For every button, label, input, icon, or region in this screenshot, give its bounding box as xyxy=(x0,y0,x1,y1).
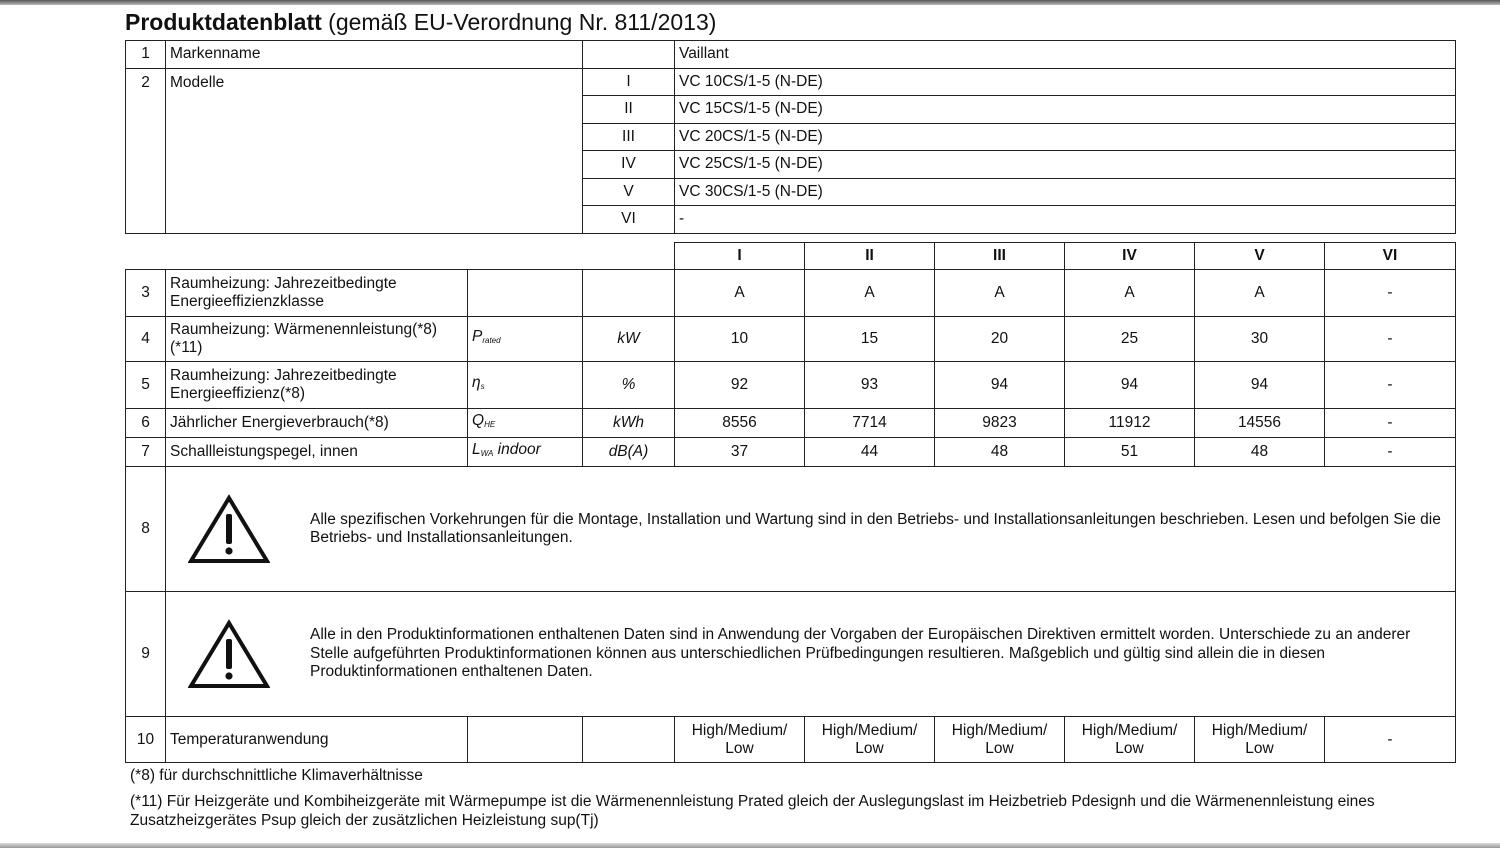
row-number: 2 xyxy=(126,68,166,233)
value-cell: A xyxy=(1065,270,1195,317)
value-line: High/Medium/ xyxy=(691,721,788,739)
value-cell: 93 xyxy=(805,362,935,409)
value-cell: 10 xyxy=(675,317,805,362)
value-cell: - xyxy=(1325,438,1456,467)
row-number: 4 xyxy=(126,317,166,362)
table-row xyxy=(126,362,1456,409)
footnote: (*11) Für Heizgeräte und Kombiheizgeräte mit Wärmepumpe ist die Wärmenennleistung Prated gleich der Auslegungslast im Heizbetrieb Pdesignh und die Wärmenennleistung eines Zusatzheizgerätes Psup gleich der zusätzlichen Heizleistung sup(Tj) xyxy=(130,793,1375,829)
value-cell: A xyxy=(805,270,935,317)
model-roman: I xyxy=(583,68,675,96)
unit-cell: kW xyxy=(583,317,675,362)
table-row xyxy=(126,41,1456,69)
column-header: IV xyxy=(1065,243,1195,270)
symbol-cell xyxy=(468,409,583,438)
unit-cell: % xyxy=(583,362,675,409)
symbol-cell xyxy=(468,438,583,467)
value-cell xyxy=(1325,717,1456,763)
unit-cell: kWh xyxy=(583,409,675,438)
warning-row xyxy=(126,592,1456,717)
value-line: - xyxy=(1387,730,1393,748)
value-cell xyxy=(675,717,805,763)
row-label: Raumheizung: Jahrezeitbedingte Energieeffizienzklasse xyxy=(166,270,468,317)
model-roman: VI xyxy=(583,206,675,234)
brand-models-table xyxy=(125,40,1456,234)
symbol-main: Q xyxy=(472,412,485,429)
row-number: 8 xyxy=(126,467,166,592)
warning-text: Alle in den Produktinformationen enthaltenen Daten sind in Anwendung der Vorgaben der Europäischen Direktiven ermittelt worden. Unterschiede zu an anderer Stelle aufgeführten Produktinformationen können aus unterschiedlichen Prüfbedingungen resultieren. Maßgeblich und gültig sind allein die in diesen Produktinformationen enthaltenen Daten. xyxy=(310,626,1411,681)
value-cell: 9823 xyxy=(935,409,1065,438)
value-line: Low xyxy=(855,739,884,757)
model-name: - xyxy=(675,206,1456,234)
model-roman: III xyxy=(583,123,675,151)
row-number: 3 xyxy=(126,270,166,317)
warning-triangle-icon xyxy=(188,494,270,564)
symbol-sub: WA xyxy=(480,449,494,458)
value-cell: 8556 xyxy=(675,409,805,438)
data-table xyxy=(125,242,1456,763)
value-cell: 15 xyxy=(805,317,935,362)
value-cell: 94 xyxy=(935,362,1065,409)
value-line: High/Medium/ xyxy=(1211,721,1308,739)
value-cell: 30 xyxy=(1195,317,1325,362)
symbol-after: indoor xyxy=(493,441,541,458)
symbol-sub: s xyxy=(480,382,485,391)
row-number: 9 xyxy=(126,592,166,717)
row-label: Jährlicher Energieverbrauch(*8) xyxy=(166,409,468,438)
model-name: VC 15CS/1-5 (N-DE) xyxy=(675,96,1456,124)
value-cell: - xyxy=(1325,270,1456,317)
symbol-sub: rated xyxy=(482,336,501,345)
model-name: VC 25CS/1-5 (N-DE) xyxy=(675,151,1456,179)
table-row xyxy=(126,270,1456,317)
column-header: III xyxy=(935,243,1065,270)
value-cell: A xyxy=(935,270,1065,317)
symbol-cell xyxy=(468,362,583,409)
column-header: I xyxy=(675,243,805,270)
model-roman: IV xyxy=(583,151,675,179)
page-title xyxy=(125,9,716,36)
symbol-main: P xyxy=(472,328,483,345)
warning-cell xyxy=(166,592,1456,717)
column-header: VI xyxy=(1325,243,1456,270)
table-row xyxy=(126,409,1456,438)
value-cell: 51 xyxy=(1065,438,1195,467)
value-cell: 48 xyxy=(1195,438,1325,467)
value-cell xyxy=(805,717,935,763)
value-cell: - xyxy=(1325,409,1456,438)
model-roman: V xyxy=(583,178,675,206)
value-line: High/Medium/ xyxy=(1081,721,1178,739)
symbol-cell xyxy=(468,317,583,362)
value-cell: 20 xyxy=(935,317,1065,362)
unit-cell xyxy=(583,270,675,317)
value-cell xyxy=(935,717,1065,763)
column-header: V xyxy=(1195,243,1325,270)
value-line: Low xyxy=(1245,739,1274,757)
warning-triangle-icon xyxy=(188,619,270,689)
value-line: Low xyxy=(985,739,1014,757)
row-number: 7 xyxy=(126,438,166,467)
value-cell xyxy=(1065,717,1195,763)
models-label: Modelle xyxy=(166,68,583,233)
row-number: 1 xyxy=(126,41,166,69)
column-header-row xyxy=(126,243,1456,270)
symbol-main: L xyxy=(472,441,481,458)
value-cell: - xyxy=(1325,362,1456,409)
brand-label: Markenname xyxy=(166,41,583,69)
window-top-edge xyxy=(0,0,1500,5)
brand-value: Vaillant xyxy=(675,41,1456,69)
value-cell xyxy=(1195,717,1325,763)
empty-cell xyxy=(583,41,675,69)
model-name: VC 10CS/1-5 (N-DE) xyxy=(675,68,1456,96)
model-roman: II xyxy=(583,96,675,124)
model-name: VC 20CS/1-5 (N-DE) xyxy=(675,123,1456,151)
value-cell: 92 xyxy=(675,362,805,409)
symbol-sub: HE xyxy=(484,420,496,429)
row-label: Temperaturanwendung xyxy=(166,717,468,763)
value-cell: 94 xyxy=(1195,362,1325,409)
column-header: II xyxy=(805,243,935,270)
table-row xyxy=(126,717,1456,763)
symbol-cell xyxy=(468,717,583,763)
row-number: 5 xyxy=(126,362,166,409)
value-cell: 94 xyxy=(1065,362,1195,409)
table-row xyxy=(126,438,1456,467)
row-number: 10 xyxy=(126,717,166,763)
empty-header-area xyxy=(126,243,675,270)
row-number: 6 xyxy=(126,409,166,438)
model-name: VC 30CS/1-5 (N-DE) xyxy=(675,178,1456,206)
value-cell: 7714 xyxy=(805,409,935,438)
value-cell: 25 xyxy=(1065,317,1195,362)
window-bottom-edge xyxy=(0,843,1500,848)
symbol-main: η xyxy=(472,374,481,391)
warning-cell xyxy=(166,467,1456,592)
value-line: Low xyxy=(725,739,754,757)
row-label: Raumheizung: Jahrezeitbedingte Energieeffizienz(*8) xyxy=(166,362,468,409)
footnote: (*8) für durchschnittliche Klimaverhältnisse xyxy=(130,767,423,784)
symbol-cell xyxy=(468,270,583,317)
value-cell: A xyxy=(675,270,805,317)
title-bold: Produktdatenblatt xyxy=(125,9,322,35)
row-label: Schallleistungspegel, innen xyxy=(166,438,468,467)
value-line: Low xyxy=(1115,739,1144,757)
value-cell: 14556 xyxy=(1195,409,1325,438)
title-regulation: (gemäß EU-Verordnung Nr. 811/2013) xyxy=(328,9,717,35)
table-row xyxy=(126,317,1456,362)
warning-text: Alle spezifischen Vorkehrungen für die Montage, Installation und Wartung sind in den Betriebs- und Installationsanleitungen beschrieben. Lesen und befolgen Sie die Betriebs- und Installationsanleitungen. xyxy=(310,510,1441,546)
value-line: High/Medium/ xyxy=(821,721,918,739)
value-cell: A xyxy=(1195,270,1325,317)
unit-cell: dB(A) xyxy=(583,438,675,467)
value-cell: 37 xyxy=(675,438,805,467)
value-cell: - xyxy=(1325,317,1456,362)
unit-cell xyxy=(583,717,675,763)
warning-row xyxy=(126,467,1456,592)
value-cell: 48 xyxy=(935,438,1065,467)
row-label: Raumheizung: Wärmenennleistung(*8) (*11) xyxy=(166,317,468,362)
table-row xyxy=(126,68,1456,96)
value-cell: 11912 xyxy=(1065,409,1195,438)
value-cell: 44 xyxy=(805,438,935,467)
value-line: High/Medium/ xyxy=(951,721,1048,739)
